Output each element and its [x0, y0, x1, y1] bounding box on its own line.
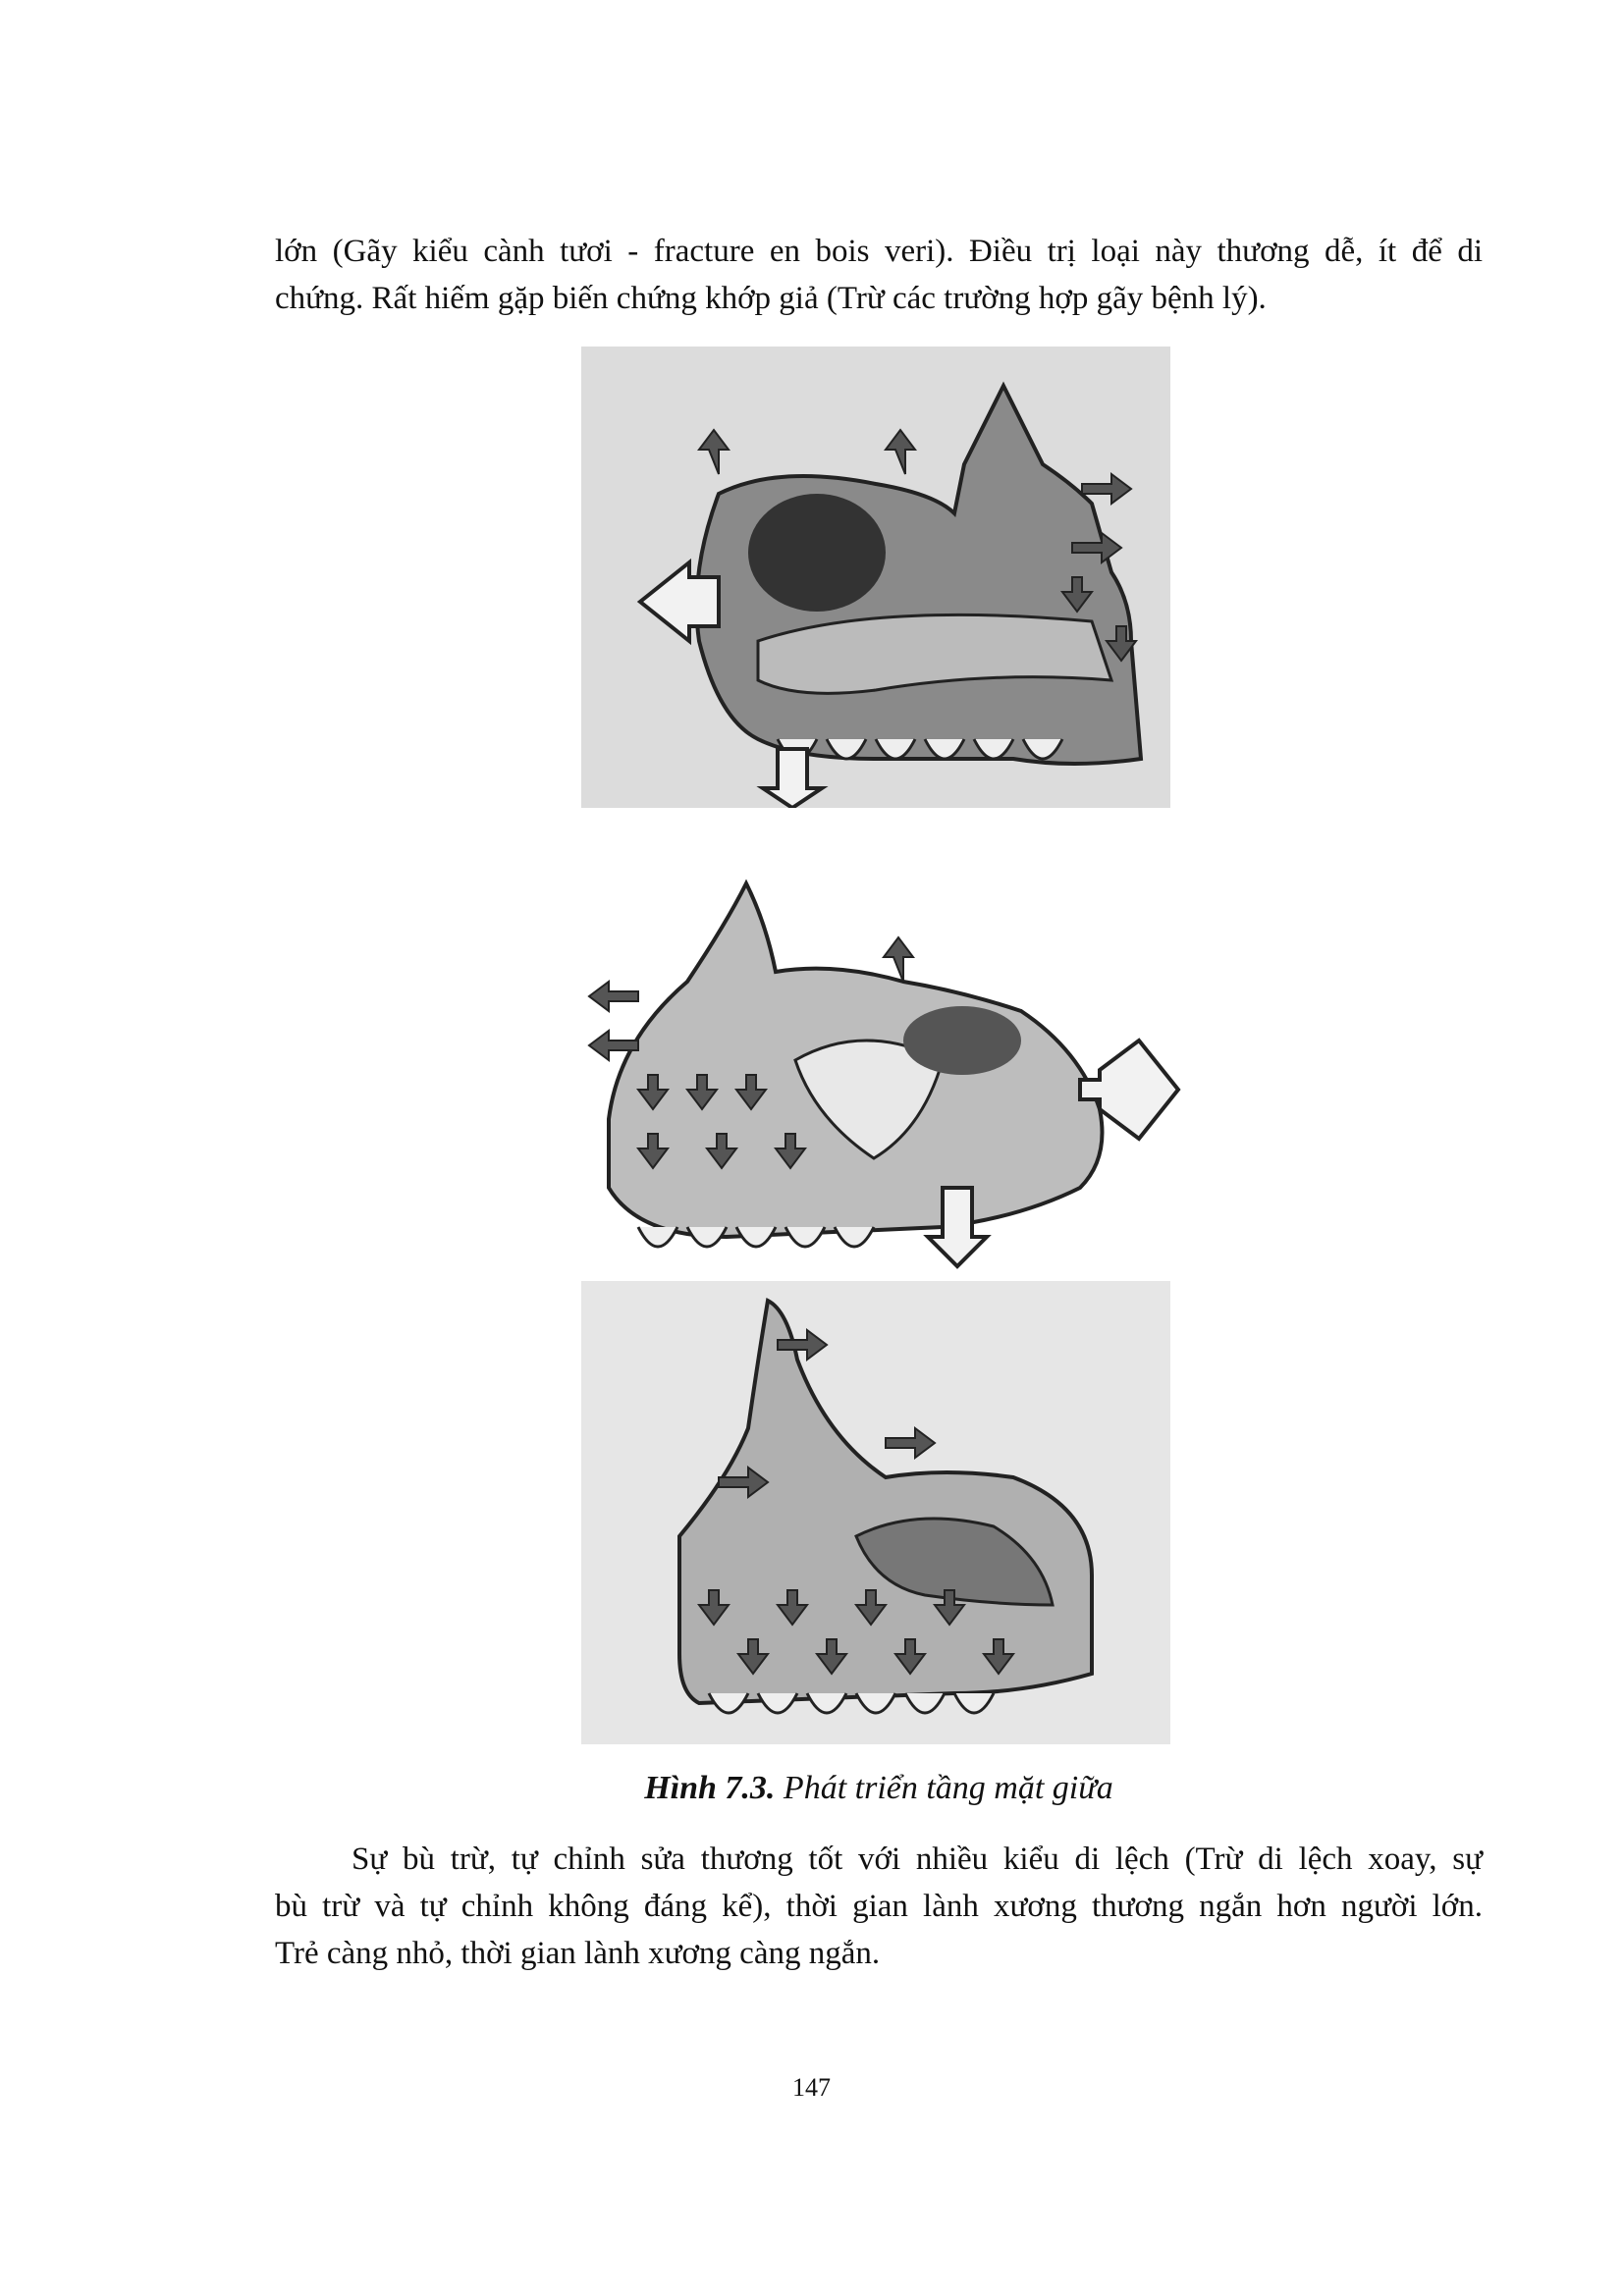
paragraph-line: lớn (Gãy kiểu cành tươi - fracture en bois veri). Điều trị loại này thương dễ, ít để di [275, 234, 1483, 269]
skull-illustration-maxilla [581, 1281, 1170, 1744]
paragraph-line: Trẻ càng nhỏ, thời gian lành xương càng ngắn. [275, 1936, 881, 1971]
skull-drawing [581, 347, 1170, 808]
paragraph-line: bù trừ và tự chỉnh không đáng kể), thời gian lành xương thương ngắn hơn người lớn. [275, 1889, 1483, 1924]
paragraph-top [275, 228, 1483, 322]
paragraph-bottom [275, 1836, 1483, 1977]
figure-caption-text: Phát triển tầng mặt giữa [775, 1770, 1113, 1806]
skull-illustration-opposite [550, 864, 1198, 1276]
skull-drawing [550, 864, 1198, 1276]
paragraph-line: chứng. Rất hiếm gặp biến chứng khớp giả (Trừ các trường hợp gãy bệnh lý). [275, 281, 1267, 316]
paragraph-line: Sự bù trừ, tự chỉnh sửa thương tốt với nhiều kiểu di lệch (Trừ di lệch xoay, sự [352, 1842, 1483, 1877]
page-number: 147 [792, 2073, 831, 2102]
figure-caption [275, 1767, 1483, 1810]
skull-drawing [581, 1281, 1170, 1744]
skull-illustration-lateral [581, 347, 1170, 808]
figure-caption-number: Hình 7.3. [644, 1770, 776, 1806]
